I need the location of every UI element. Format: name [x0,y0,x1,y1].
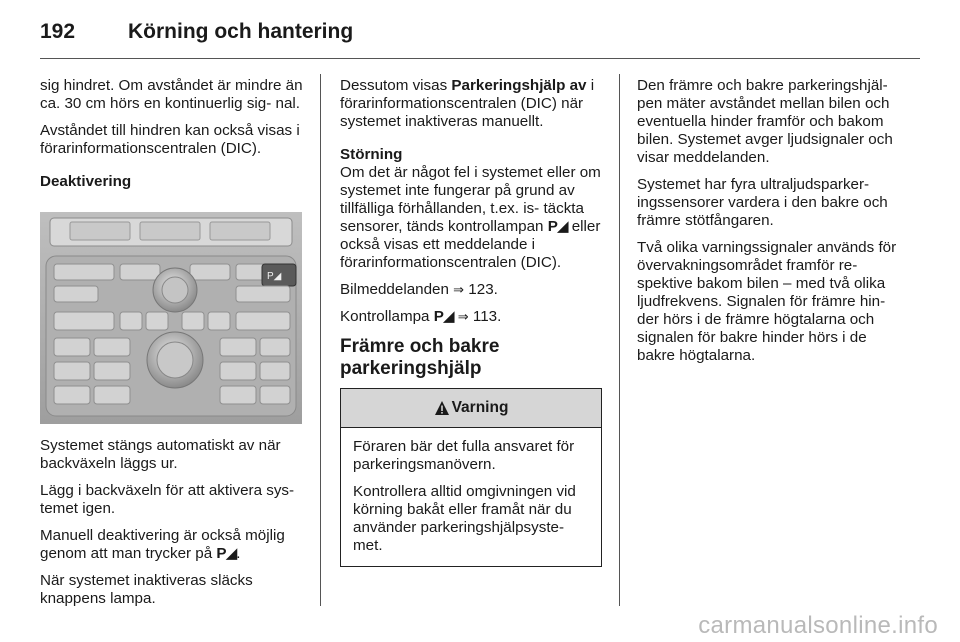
column-1 [40,77,306,191]
warning-icon [434,400,450,416]
paragraph: Två olika varningssignaler används för övervakningsområdet framför re- spektive bakom bilen – med två olika ljudfrekvens. Signalen för främre hin- der hörs i de främre högtalarna och signalen för bakre hinder hörs i de bakre högtalarna. [637,239,897,364]
column-3 [637,77,903,374]
column-divider-2 [619,74,620,606]
header-rule [40,58,920,59]
warning-header [341,389,601,428]
paragraph: Lägg i backväxeln för att aktivera sys- temet igen. [40,482,295,517]
paragraph: Föraren bär det fulla ansvaret för parkeringsmanövern. [353,438,575,473]
paragraph: sig hindret. Om avståndet är mindre än ca. 30 cm hörs en kontinuerlig sig- nal. [40,77,303,112]
paragraph: Om det är något fel i systemet eller om systemet inte fungerar på grund av tillfälliga förhållanden, t.ex. is- täckta sensorer, tänds kontrollampan P◢ eller också visas ett meddelande i förarinformationscentralen (DIC). [340,164,601,271]
column-2 [340,77,602,567]
warning-body [341,428,601,566]
watermark: carmanualsonline.info [698,612,938,639]
console-photo [40,212,302,424]
paragraph: Kontrollera alltid omgivningen vid körning bakåt eller framåt när du använder parkeringshjälpsyste- met. [353,483,576,554]
subheading-deaktivering: Deaktivering [40,173,132,190]
paragraph: Manuell deaktivering är också möjlig genom att man trycker på P◢. [40,527,285,562]
section-heading: Främre och bakre parkeringshjälp [340,336,500,379]
parking-assist-icon: P◢ [216,545,237,562]
parking-assist-icon: P◢ [433,308,454,325]
paragraph: Systemet har fyra ultraljudsparker- ingssensorer vardera i den bakre och främre stötfångaren. [637,176,888,229]
paragraph: Systemet stängs automatiskt av när backväxeln läggs ur. [40,437,281,472]
warning-box [340,388,602,567]
page-ref-arrow-icon: ⇒ [453,282,465,297]
parking-assist-icon: P◢ [547,218,568,235]
page-title: Körning och hantering [128,20,354,43]
column-divider-1 [320,74,321,606]
svg-text:P◢: P◢ [267,271,282,282]
paragraph: Kontrollampa P◢ ⇒ 113. [340,308,502,325]
paragraph: Bilmeddelanden ⇒ 123. [340,281,498,298]
page-header [40,20,920,60]
page-number: 192 [40,20,76,43]
page-ref-arrow-icon: ⇒ [457,309,469,324]
paragraph: Avståndet till hindren kan också visas i förarinformationscentralen (DIC). [40,122,300,157]
paragraph: När systemet inaktiveras släcks knappens lampa. [40,572,253,607]
paragraph: Dessutom visas Parkeringshjälp av i förarinformationscentralen (DIC) när systemet inaktiveras manuellt. [340,77,595,130]
subheading-storning: Störning [340,146,403,163]
paragraph: Den främre och bakre parkeringshjäl- pen mäter avståndet mellan bilen och eventuella hinder framför och bakom bilen. Systemet avger ljudsignaler och visar meddelanden. [637,77,893,166]
warning-title: Varning [451,399,509,416]
column-1-lower [40,437,310,617]
